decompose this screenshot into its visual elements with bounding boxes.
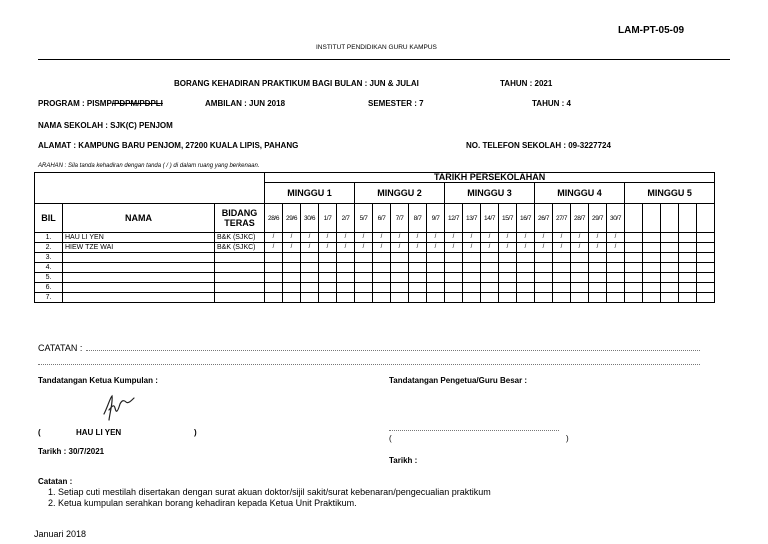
attendance-mark xyxy=(571,253,589,263)
attendance-mark xyxy=(499,283,517,293)
attendance-mark: / xyxy=(373,243,391,253)
attendance-mark xyxy=(445,263,463,273)
attendance-mark xyxy=(337,273,355,283)
attendance-mark xyxy=(355,293,373,303)
week-header: MINGGU 4 xyxy=(535,183,625,204)
attendance-mark xyxy=(283,263,301,273)
attendance-mark: / xyxy=(427,233,445,243)
attendance-mark: / xyxy=(301,233,319,243)
attendance-mark xyxy=(319,263,337,273)
headmaster-date: Tarikh : xyxy=(389,456,418,465)
attendance-mark xyxy=(427,263,445,273)
date-cell xyxy=(625,204,643,233)
signer-name: HAU LI YEN xyxy=(76,428,122,437)
attendance-mark xyxy=(661,273,679,283)
attendance-mark xyxy=(625,243,643,253)
student-name: HAU LI YEN xyxy=(63,233,215,243)
table-row xyxy=(35,293,715,303)
date-cell xyxy=(679,204,697,233)
table-row xyxy=(35,263,715,273)
row-number: 1. xyxy=(35,233,63,243)
attendance-mark xyxy=(445,253,463,263)
instructions: ARAHAN : Sila tanda kehadiran dengan tanda ( / ) di dalam ruang yang berkenaan. xyxy=(38,163,260,169)
date-cell: 30/6 xyxy=(301,204,319,233)
date-cell: 8/7 xyxy=(409,204,427,233)
date-cell: 28/7 xyxy=(571,204,589,233)
table-row xyxy=(35,253,715,263)
program-struck: /PDPM/PDPLI xyxy=(111,99,163,108)
attendance-mark xyxy=(679,243,697,253)
date-cell: 28/6 xyxy=(265,204,283,233)
headmaster-signature-line xyxy=(389,430,559,431)
date-cell: 9/7 xyxy=(427,204,445,233)
attendance-mark: / xyxy=(319,243,337,253)
attendance-mark: / xyxy=(427,243,445,253)
catatan-line-2 xyxy=(38,364,700,365)
date-cell: 2/7 xyxy=(337,204,355,233)
attendance-mark xyxy=(679,283,697,293)
attendance-mark xyxy=(427,283,445,293)
attendance-mark xyxy=(355,253,373,263)
form-year: TAHUN : 2021 xyxy=(500,79,553,88)
date-cell: 29/6 xyxy=(283,204,301,233)
attendance-mark xyxy=(463,263,481,273)
student-field: B&K (SJKC) xyxy=(215,233,265,243)
attendance-mark xyxy=(697,293,715,303)
attendance-mark xyxy=(301,283,319,293)
signer-open-paren: ( xyxy=(38,428,41,437)
school-name-field: NAMA SEKOLAH : SJK(C) PENJOM xyxy=(38,121,173,130)
attendance-mark xyxy=(553,283,571,293)
attendance-mark: / xyxy=(355,243,373,253)
attendance-mark xyxy=(391,283,409,293)
attendance-mark xyxy=(679,233,697,243)
name-header: NAMA xyxy=(63,204,215,233)
header-rule xyxy=(38,59,730,60)
attendance-mark xyxy=(643,253,661,263)
attendance-mark xyxy=(265,293,283,303)
attendance-mark xyxy=(265,283,283,293)
week-header: MINGGU 1 xyxy=(265,183,355,204)
attendance-mark xyxy=(283,293,301,303)
attendance-mark xyxy=(625,263,643,273)
attendance-mark xyxy=(517,253,535,263)
attendance-mark xyxy=(697,233,715,243)
ambilan-field: AMBILAN : JUN 2018 xyxy=(205,99,286,108)
attendance-mark xyxy=(589,253,607,263)
attendance-mark: / xyxy=(481,233,499,243)
bil-header: BIL xyxy=(35,204,63,233)
student-field xyxy=(215,293,265,303)
attendance-mark: / xyxy=(355,233,373,243)
attendance-mark: / xyxy=(283,233,301,243)
headmaster-signature-label: Tandatangan Pengetua/Guru Besar : xyxy=(389,376,528,385)
attendance-mark xyxy=(373,273,391,283)
attendance-mark xyxy=(283,283,301,293)
attendance-mark xyxy=(607,263,625,273)
attendance-mark xyxy=(517,263,535,273)
attendance-mark: / xyxy=(301,243,319,253)
attendance-mark xyxy=(427,273,445,283)
attendance-mark: / xyxy=(391,243,409,253)
row-number: 7. xyxy=(35,293,63,303)
attendance-mark xyxy=(535,293,553,303)
footer-date: Januari 2018 xyxy=(34,529,87,539)
catatan-line xyxy=(86,350,700,351)
attendance-mark xyxy=(481,293,499,303)
attendance-mark xyxy=(661,233,679,243)
attendance-mark xyxy=(535,263,553,273)
attendance-mark xyxy=(265,253,283,263)
date-cell: 12/7 xyxy=(445,204,463,233)
date-cell: 29/7 xyxy=(589,204,607,233)
attendance-mark xyxy=(571,293,589,303)
date-cell: 27/7 xyxy=(553,204,571,233)
attendance-mark xyxy=(607,273,625,283)
headmaster-open-paren: ( xyxy=(389,434,392,443)
attendance-mark xyxy=(625,233,643,243)
date-cell: 13/7 xyxy=(463,204,481,233)
attendance-mark: / xyxy=(517,233,535,243)
date-cell: 1/7 xyxy=(319,204,337,233)
attendance-mark xyxy=(319,293,337,303)
attendance-mark xyxy=(697,243,715,253)
attendance-mark xyxy=(373,293,391,303)
attendance-mark xyxy=(463,293,481,303)
attendance-mark xyxy=(409,283,427,293)
attendance-mark xyxy=(373,283,391,293)
table-row xyxy=(35,283,715,293)
attendance-mark: / xyxy=(391,233,409,243)
attendance-mark xyxy=(445,273,463,283)
table-row xyxy=(35,233,715,243)
attendance-mark: / xyxy=(607,233,625,243)
attendance-mark xyxy=(571,263,589,273)
student-field xyxy=(215,263,265,273)
date-cell: 5/7 xyxy=(355,204,373,233)
address-field: ALAMAT : KAMPUNG BARU PENJOM, 27200 KUALA LIPIS, PAHANG xyxy=(38,141,299,150)
attendance-mark: / xyxy=(553,243,571,253)
attendance-mark xyxy=(679,293,697,303)
attendance-mark xyxy=(301,293,319,303)
attendance-mark: / xyxy=(445,243,463,253)
attendance-mark xyxy=(499,253,517,263)
attendance-mark xyxy=(355,263,373,273)
notes-label: Catatan : xyxy=(38,477,73,486)
attendance-mark: / xyxy=(265,233,283,243)
attendance-mark: / xyxy=(499,243,517,253)
attendance-mark xyxy=(283,253,301,263)
attendance-mark xyxy=(589,283,607,293)
attendance-mark xyxy=(319,253,337,263)
attendance-mark xyxy=(517,283,535,293)
attendance-mark: / xyxy=(319,233,337,243)
student-name xyxy=(63,293,215,303)
table-row xyxy=(35,243,715,253)
headmaster-close-paren: ) xyxy=(566,434,569,443)
attendance-mark xyxy=(589,273,607,283)
date-cell: 26/7 xyxy=(535,204,553,233)
attendance-mark xyxy=(481,263,499,273)
dates-header: TARIKH PERSEKOLAHAN xyxy=(265,173,715,183)
attendance-mark xyxy=(643,273,661,283)
week-header: MINGGU 5 xyxy=(625,183,715,204)
attendance-mark xyxy=(679,263,697,273)
study-year-field: TAHUN : 4 xyxy=(532,99,571,108)
attendance-mark xyxy=(391,253,409,263)
attendance-mark xyxy=(337,253,355,263)
date-cell: 6/7 xyxy=(373,204,391,233)
attendance-mark xyxy=(427,293,445,303)
date-cell xyxy=(697,204,715,233)
group-leader-signature-label: Tandatangan Ketua Kumpulan : xyxy=(38,376,158,385)
week-header: MINGGU 3 xyxy=(445,183,535,204)
program-value: PROGRAM : PISMP xyxy=(38,99,112,108)
attendance-mark xyxy=(265,273,283,283)
row-number: 3. xyxy=(35,253,63,263)
signer-close-paren: ) xyxy=(194,428,197,437)
attendance-mark xyxy=(481,283,499,293)
attendance-mark xyxy=(697,273,715,283)
attendance-mark xyxy=(265,263,283,273)
attendance-mark xyxy=(409,273,427,283)
attendance-mark xyxy=(571,283,589,293)
attendance-mark xyxy=(661,293,679,303)
attendance-mark xyxy=(697,253,715,263)
attendance-mark xyxy=(463,283,481,293)
attendance-mark xyxy=(355,273,373,283)
attendance-mark: / xyxy=(589,233,607,243)
attendance-mark: / xyxy=(463,243,481,253)
attendance-mark: / xyxy=(553,233,571,243)
group-leader-date: Tarikh : 30/7/2021 xyxy=(38,447,105,456)
attendance-mark xyxy=(409,293,427,303)
attendance-mark xyxy=(499,293,517,303)
attendance-mark xyxy=(535,253,553,263)
attendance-mark xyxy=(679,253,697,263)
attendance-mark xyxy=(589,263,607,273)
attendance-mark xyxy=(481,273,499,283)
header-blank xyxy=(35,173,265,204)
date-cell: 7/7 xyxy=(391,204,409,233)
attendance-mark: / xyxy=(409,233,427,243)
catatan-label: CATATAN : xyxy=(38,343,83,353)
attendance-mark: / xyxy=(517,243,535,253)
attendance-mark xyxy=(643,283,661,293)
attendance-mark xyxy=(643,293,661,303)
attendance-mark xyxy=(445,293,463,303)
program-field xyxy=(38,99,163,108)
form-title: BORANG KEHADIRAN PRAKTIKUM BAGI BULAN : JUN & JULAI xyxy=(174,79,419,88)
student-name xyxy=(63,273,215,283)
attendance-mark: / xyxy=(481,243,499,253)
attendance-mark: / xyxy=(373,233,391,243)
attendance-mark xyxy=(589,293,607,303)
week-header: MINGGU 2 xyxy=(355,183,445,204)
attendance-mark: / xyxy=(337,243,355,253)
attendance-mark xyxy=(301,273,319,283)
attendance-mark xyxy=(553,293,571,303)
attendance-mark: / xyxy=(571,243,589,253)
row-number: 5. xyxy=(35,273,63,283)
attendance-mark xyxy=(463,273,481,283)
attendance-mark xyxy=(697,263,715,273)
attendance-mark xyxy=(643,243,661,253)
bidang-header: BIDANG TERAS xyxy=(215,204,265,233)
date-cell xyxy=(661,204,679,233)
attendance-mark xyxy=(391,263,409,273)
attendance-mark xyxy=(355,283,373,293)
handwritten-signature xyxy=(98,392,138,424)
attendance-mark xyxy=(643,263,661,273)
attendance-mark: / xyxy=(535,233,553,243)
attendance-mark xyxy=(517,273,535,283)
row-number: 6. xyxy=(35,283,63,293)
attendance-mark xyxy=(625,253,643,263)
attendance-mark xyxy=(499,273,517,283)
attendance-table xyxy=(34,172,715,303)
date-cell: 16/7 xyxy=(517,204,535,233)
institute-name: INSTITUT PENDIDIKAN GURU KAMPUS xyxy=(316,44,437,51)
attendance-mark xyxy=(391,273,409,283)
attendance-mark xyxy=(535,283,553,293)
attendance-mark xyxy=(301,263,319,273)
student-name: HIEW TZE WAI xyxy=(63,243,215,253)
attendance-mark xyxy=(481,253,499,263)
attendance-mark xyxy=(643,233,661,243)
attendance-mark xyxy=(625,293,643,303)
document-code: LAM-PT-05-09 xyxy=(618,25,685,36)
attendance-mark xyxy=(373,263,391,273)
attendance-mark xyxy=(517,293,535,303)
note-item: 1. Setiap cuti mestilah disertakan dengan surat akuan doktor/sijil sakit/surat kebenaran/pengecualian praktikum xyxy=(58,487,491,498)
attendance-mark: / xyxy=(463,233,481,243)
attendance-mark xyxy=(607,283,625,293)
attendance-mark xyxy=(607,293,625,303)
student-name xyxy=(63,263,215,273)
attendance-mark xyxy=(661,253,679,263)
attendance-mark: / xyxy=(589,243,607,253)
date-cell: 15/7 xyxy=(499,204,517,233)
attendance-mark xyxy=(571,273,589,283)
attendance-mark: / xyxy=(607,243,625,253)
attendance-mark xyxy=(679,273,697,283)
attendance-mark xyxy=(625,273,643,283)
attendance-mark xyxy=(337,263,355,273)
table-row xyxy=(35,273,715,283)
attendance-mark xyxy=(697,283,715,293)
attendance-mark xyxy=(535,273,553,283)
attendance-mark: / xyxy=(535,243,553,253)
attendance-mark xyxy=(661,263,679,273)
row-number: 2. xyxy=(35,243,63,253)
note-item: 2. Ketua kumpulan serahkan borang kehadiran kepada Ketua Unit Praktikum. xyxy=(58,498,491,509)
row-number: 4. xyxy=(35,263,63,273)
attendance-mark: / xyxy=(337,233,355,243)
student-field xyxy=(215,283,265,293)
attendance-mark xyxy=(661,243,679,253)
attendance-mark xyxy=(373,253,391,263)
attendance-mark xyxy=(319,283,337,293)
attendance-mark xyxy=(337,293,355,303)
attendance-mark xyxy=(607,253,625,263)
date-cell: 30/7 xyxy=(607,204,625,233)
attendance-mark: / xyxy=(445,233,463,243)
attendance-mark xyxy=(427,253,445,263)
attendance-mark: / xyxy=(499,233,517,243)
phone-field: NO. TELEFON SEKOLAH : 09-3227724 xyxy=(466,141,611,150)
attendance-mark xyxy=(625,283,643,293)
attendance-mark xyxy=(283,273,301,283)
student-field xyxy=(215,273,265,283)
attendance-mark xyxy=(409,253,427,263)
attendance-mark xyxy=(553,253,571,263)
date-cell xyxy=(643,204,661,233)
attendance-mark: / xyxy=(265,243,283,253)
attendance-mark xyxy=(463,253,481,263)
notes-list xyxy=(42,487,491,509)
attendance-mark xyxy=(337,283,355,293)
attendance-mark xyxy=(391,293,409,303)
semester-field: SEMESTER : 7 xyxy=(368,99,424,108)
attendance-mark xyxy=(319,273,337,283)
attendance-mark xyxy=(553,273,571,283)
date-cell: 14/7 xyxy=(481,204,499,233)
student-field: B&K (SJKC) xyxy=(215,243,265,253)
student-name xyxy=(63,283,215,293)
attendance-mark xyxy=(499,263,517,273)
student-field xyxy=(215,253,265,263)
student-name xyxy=(63,253,215,263)
attendance-mark xyxy=(553,263,571,273)
attendance-mark xyxy=(661,283,679,293)
attendance-mark: / xyxy=(283,243,301,253)
attendance-mark: / xyxy=(409,243,427,253)
attendance-mark xyxy=(301,253,319,263)
attendance-mark: / xyxy=(571,233,589,243)
attendance-mark xyxy=(409,263,427,273)
attendance-mark xyxy=(445,283,463,293)
